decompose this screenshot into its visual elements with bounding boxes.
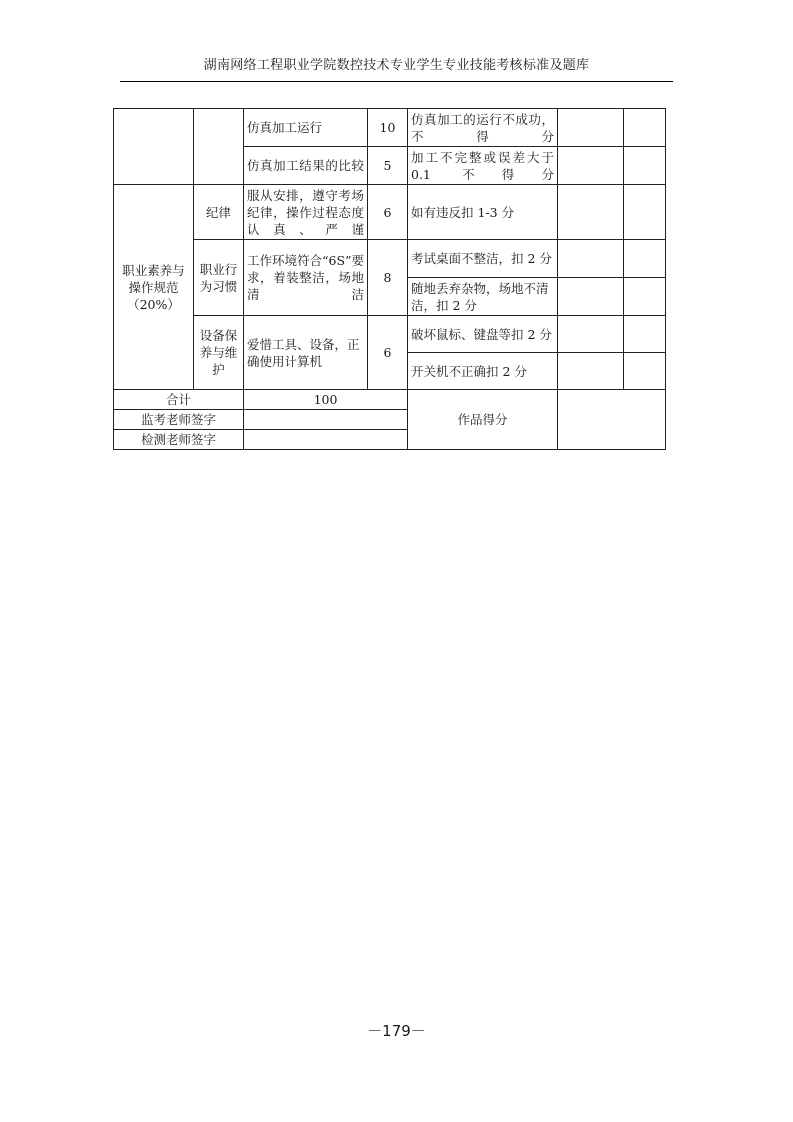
table-row [114,185,666,240]
running-header: 湖南网络工程职业学院数控技术专业学生专业技能考核标准及题库 [203,58,590,73]
table-row [114,316,666,353]
inspector-signature-label: 检测老师签字 [114,430,244,450]
empty-cell [558,316,624,353]
empty-cell [624,109,666,147]
work-score-value [558,390,666,450]
scoring-table [113,108,666,450]
sub-item-label: 纪律 [194,185,244,240]
table-row [114,240,666,278]
criteria-cell: 破坏鼠标、键盘等扣 2 分 [408,316,558,353]
empty-cell [558,278,624,316]
total-value: 100 [244,390,408,410]
criteria-cell: 仿真加工的运行不成功，不得分 [408,109,558,147]
sub-item-label: 职业行为习惯 [194,240,244,316]
item-cell: 仿真加工结果的比较 [244,147,368,185]
score-cell: 8 [368,240,408,316]
table-row [114,390,666,410]
empty-cell [558,353,624,390]
empty-cell [624,353,666,390]
category-cell: 职业素养与操作规范（20%） [114,185,194,390]
criteria-cell: 随地丢弃杂物，场地不清洁，扣 2 分 [408,278,558,316]
empty-cell [624,316,666,353]
score-cell: 5 [368,147,408,185]
empty-cell [558,147,624,185]
total-label: 合计 [114,390,244,410]
item-cell: 仿真加工运行 [244,109,368,147]
empty-cell [624,240,666,278]
empty-cell [558,240,624,278]
table-row [114,109,666,147]
requirement-cell: 工作环境符合“6S”要求，着装整洁，场地清洁 [244,240,368,316]
criteria-cell: 开关机不正确扣 2 分 [408,353,558,390]
empty-cell [624,185,666,240]
empty-cell [558,185,624,240]
score-cell: 6 [368,316,408,390]
empty-cell [624,278,666,316]
page-number: －179－ [367,1022,426,1040]
inspector-signature-field [244,430,408,450]
sub-item-label: 设备保养与维护 [194,316,244,390]
requirement-cell: 爱惜工具、设备，正确使用计算机 [244,316,368,390]
score-cell: 6 [368,185,408,240]
empty-cell [114,109,194,185]
criteria-cell: 加工不完整或误差大于 0.1 不得分 [408,147,558,185]
score-cell: 10 [368,109,408,147]
empty-cell [624,147,666,185]
proctor-signature-field [244,410,408,430]
work-score-label: 作品得分 [408,390,558,450]
requirement-cell: 服从安排，遵守考场纪律，操作过程态度认真、严谨 [244,185,368,240]
empty-cell [194,109,244,185]
criteria-cell: 考试桌面不整洁，扣 2 分 [408,240,558,278]
header-rule [120,81,673,82]
empty-cell [558,109,624,147]
criteria-cell: 如有违反扣 1-3 分 [408,185,558,240]
proctor-signature-label: 监考老师签字 [114,410,244,430]
